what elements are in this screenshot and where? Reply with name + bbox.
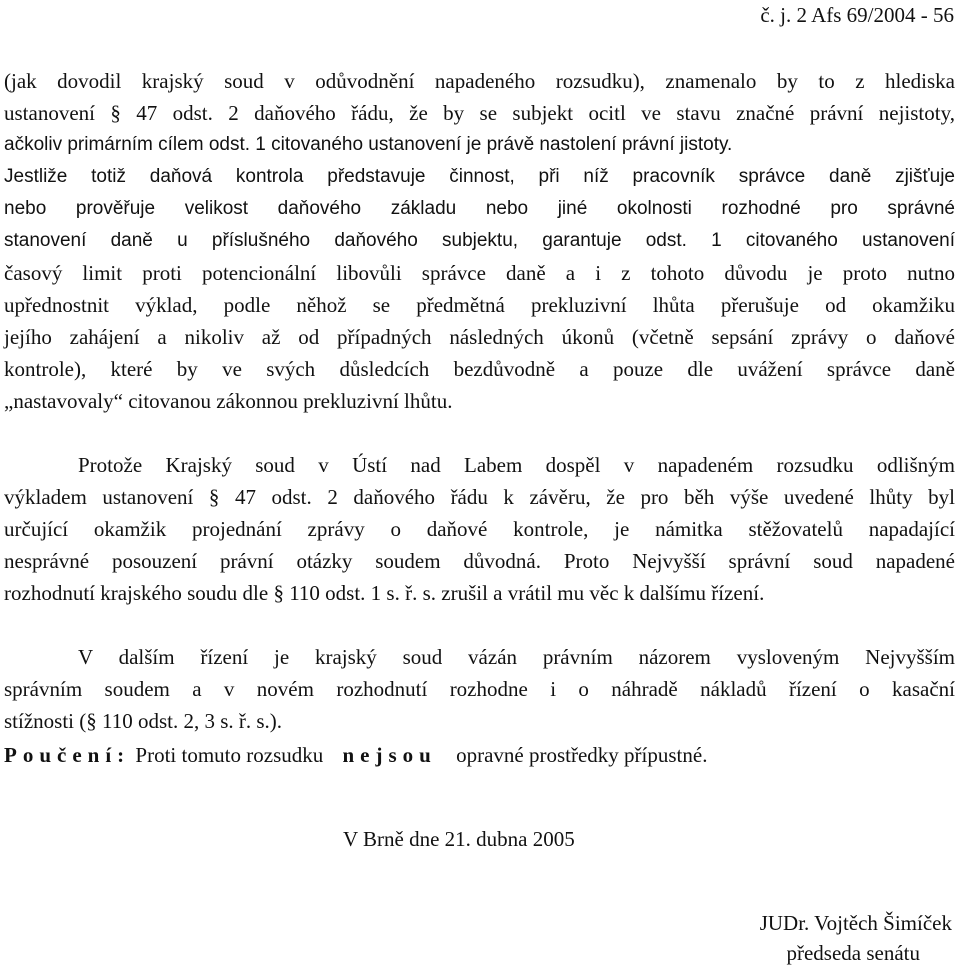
signature-title: předseda senátu [786,941,920,965]
text-line: rozhodnutí krajského soudu dle § 110 odst. 1 s. ř. s. zrušil a vrátil mu věc k dalšímu řízení. [4,581,765,605]
signature-name: JUDr. Vojtěch Šimíček [759,911,952,935]
appeal-instruction [4,742,707,768]
text-line: „nastavovaly“ citovanou zákonnou prekluzivní lhůtu. [4,389,453,413]
text-line: správním soudem a v novém rozhodnutí rozhodne i o náhradě nákladů řízení o kasační [4,677,955,701]
instruction-emphasis: nejsou [342,743,437,767]
text-line: stížnosti (§ 110 odst. 2, 3 s. ř. s.). [4,709,283,733]
text-line: jejího zahájení a nikoliv až od případných následných úkonů (včetně sepsání zprávy o daňové [4,325,955,349]
text-line: (jak dovodil krajský soud v odůvodnění napadeného rozsudku), znamenalo by to z hlediska [4,69,955,93]
date-line: V Brně dne 21. dubna 2005 [343,827,575,851]
text-line: V dalším řízení je krajský soud vázán právním názorem vysloveným Nejvyšším [78,645,955,669]
text-line: Jestliže totiž daňová kontrola představuje činnost, při níž pracovník správce daně zjišťuje [4,166,955,187]
text-line: kontrole), které by ve svých důsledcích bezdůvodně a pouze dle uvážení správce daně [4,357,955,381]
text-line: určující okamžik projednání zprávy o daňové kontrole, je námitka stěžovatelů napadající [4,517,955,541]
instruction-text-after: opravné prostředky přípustné. [456,743,708,767]
text-line: časový limit proti potencionální libovůli správce daně a i z tohoto důvodu je proto nutno [4,261,955,285]
text-line: výkladem ustanovení § 47 odst. 2 daňového řádu k závěru, že pro běh výše uvedené lhůty byl [4,485,955,509]
text-line: ustanovení § 47 odst. 2 daňového řádu, že by se subjekt ocitl ve stavu značné právní nejistoty, [4,101,955,125]
instruction-label: Poučení: [4,743,131,767]
text-line: stanovení daně u příslušného daňového subjektu, garantuje odst. 1 citovaného ustanovení [4,230,955,251]
text-line: Protože Krajský soud v Ústí nad Labem dospěl v napadeném rozsudku odlišným [78,453,955,477]
text-line: ačkoliv primárním cílem odst. 1 citovaného ustanovení je právě nastolení právní jistoty. [4,134,733,155]
text-line: upřednostnit výklad, podle něhož se předmětná prekluzivní lhůta přerušuje od okamžiku [4,293,955,317]
text-line: nesprávné posouzení právní otázky soudem důvodná. Proto Nejvyšší správní soud napadené [4,549,955,573]
text-line: nebo prověřuje velikost daňového základu nebo jiné okolnosti rozhodné pro správné [4,198,955,219]
case-number-header: č. j. 2 Afs 69/2004 - 56 [760,3,954,27]
instruction-text-before: Proti tomuto rozsudku [135,743,324,767]
